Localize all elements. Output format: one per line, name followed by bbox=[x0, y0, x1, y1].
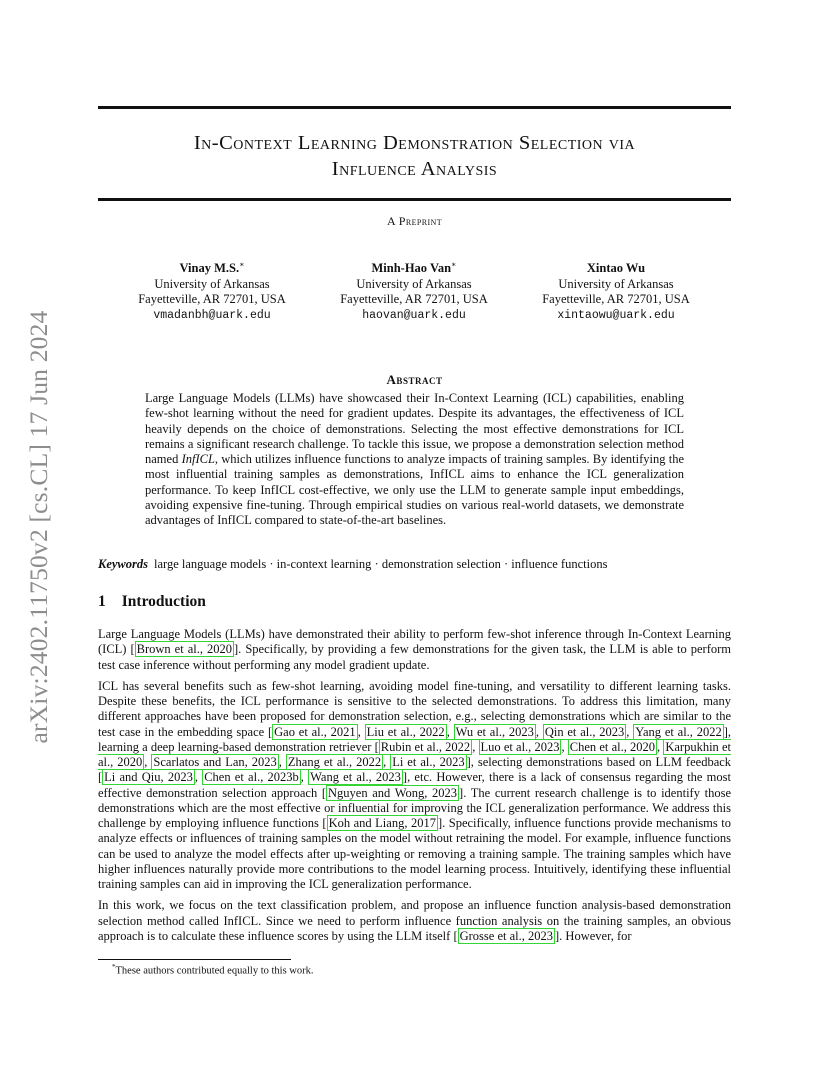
citation-link[interactable]: Brown et al., 2020 bbox=[136, 642, 233, 657]
citation-link[interactable]: Grosse et al., 2023 bbox=[459, 928, 553, 943]
section-body bbox=[98, 627, 731, 950]
footnote-mark: * bbox=[112, 963, 116, 971]
citation-link[interactable]: Liu et al., 2022 bbox=[366, 724, 445, 739]
citation-link[interactable]: Rubin et al., 2022 bbox=[380, 739, 471, 754]
author-address: Fayetteville, AR 72701, USA bbox=[340, 292, 488, 307]
author-block-1 bbox=[112, 257, 312, 323]
citation-link[interactable]: Karpukhin et al., 2020 bbox=[98, 739, 732, 769]
citation-link[interactable]: Chen et al., 2020 bbox=[569, 739, 656, 754]
author-address: Fayetteville, AR 72701, USA bbox=[542, 292, 690, 307]
arxiv-stamp-text: arXiv:2402.11750v2 [cs.CL] 17 Jun 2024 bbox=[24, 310, 53, 744]
footnote-rule bbox=[98, 959, 291, 960]
method-name: InfICL bbox=[181, 452, 215, 467]
citation-link[interactable]: Chen et al., 2023b bbox=[204, 770, 299, 785]
footnote bbox=[112, 963, 314, 977]
citation-link[interactable]: Scarlatos and Lan, 2023 bbox=[153, 755, 277, 769]
citation-link[interactable]: Gao et al., 2021 bbox=[274, 724, 356, 739]
author-name: Xintao Wu bbox=[586, 261, 646, 276]
title-top-rule bbox=[98, 106, 731, 109]
citation-link[interactable]: Li and Qiu, 2023 bbox=[104, 770, 193, 785]
citation-link[interactable]: Wu et al., 2023 bbox=[455, 724, 534, 739]
author-affiliation: University of Arkansas bbox=[356, 276, 472, 291]
author-email[interactable]: haovan@uark.edu bbox=[362, 308, 466, 322]
arxiv-identifier-stamp bbox=[22, 292, 56, 762]
author-affiliation: University of Arkansas bbox=[154, 276, 270, 291]
keywords-line bbox=[98, 557, 731, 572]
keywords-list: large language models · in-context learning · demonstration selection · influence functions bbox=[154, 557, 608, 571]
preprint-label: A Preprint bbox=[386, 214, 442, 228]
abstract-text: Large Language Models (LLMs) have showcased their In-Context Learning (ICL) capabilities, enabling few-shot learning without the need for gradient updates. Despite its advantages, the effectiveness of ICL heavily depends on the choice of demonstrations. Selecting the most effective demonstrations for ICL remains a significant research challenge. To tackle this issue, we propose a demonstration selection method named InfICL, which utilizes influence functions to analyze impacts of training samples. By identifying the most influential training samples as demonstrations, InfICL aims to enhance the ICL generalization performance. To keep InfICL cost-effective, we only use the LLM to generate sample input embeddings, avoiding expensive fine-tuning. Through empirical studies on various real-world datasets, we demonstrate advantages of InfICL compared to state-of-the-art baselines. bbox=[145, 391, 684, 528]
footnote-text: These authors contributed equally to this work. bbox=[115, 965, 314, 977]
author-block-3 bbox=[516, 257, 716, 323]
citation-link[interactable]: Zhang et al., 2022 bbox=[287, 755, 382, 769]
citation-link[interactable]: Koh and Liang, 2017 bbox=[328, 816, 436, 830]
author-email[interactable]: vmadanbh@uark.edu bbox=[153, 308, 271, 322]
paragraph-2: ICL has several benefits such as few-shot learning, avoiding model fine-tuning, and versatility to different learning tasks. Despite these benefits, the ICL performance is sensitive to the selected demonstrations. To address this limitation, many different approaches have been proposed for demonstration selection, e.g., selecting demonstrations which are similar to the test case in the embedding space [ Gao et al., 2021 , Liu et al., 2022 , Wu et al., 2023 , Qin et al., 2023 , Yang et al., 2022 ], learning a deep learning-based demonstration retriever [ Rubin et al., 2022 , Luo et al., 2023 , Chen et al., 2020 , Karpukhin et al., 2020 , Scarlatos and Lan, 2023 , Zhang et al., 2022 , Li et al., 2023 ], selecting demonstrations based on LLM feedback [ Li and Qiu, 2023 , Chen et al., 2023b , Wang et al., 2023 ], etc. However, there is a lack of consensus regarding the most effective demonstration selection approach [ Nguyen and Wong, 2023 ]. The current research challenge is to identify those demonstrations which are the most effective or influential for improving the ICL generalization performance. We address this challenge by employing influence functions [ Koh and Liang, 2017 ]. Specifically, influence functions provide mechanisms to analyze effects or influences of training samples on the model without retraining the model. For example, influence functions can be used to analyze the model effects after up-weighting or removing a training sample. The training samples which have higher influences naturally provide more contributions to the model learning process. Intuitively, identifying these influential training samples can aid in improving the ICL generalization performance. bbox=[98, 678, 732, 891]
paragraph-1: Large Language Models (LLMs) have demonstrated their ability to perform few-shot inference through In-Context Learning (ICL) [ Brown et al., 2020 ]. Specifically, by providing a few demonstrations for the given task, the LLM is able to perform test case inference without performing any model gradient update. bbox=[98, 627, 731, 672]
citation-link[interactable]: Nguyen and Wong, 2023 bbox=[328, 785, 458, 800]
paragraph-3: In this work, we focus on the text classification problem, and propose an influence function analysis-based demonstration selection method called InfICL. Since we need to perform influence function analysis on the training samples, an obvious approach is to calculate these influence scores by using the LLM itself [ Grosse et al., 2023 ]. However, for bbox=[98, 898, 731, 943]
author-name: Minh-Hao Van∗ bbox=[371, 260, 457, 276]
citation-link[interactable]: Luo et al., 2023 bbox=[480, 739, 560, 754]
citation-link[interactable]: Li et al., 2023 bbox=[392, 755, 465, 769]
citation-link[interactable]: Wang et al., 2023 bbox=[310, 770, 401, 785]
section-title: Introduction bbox=[121, 593, 206, 610]
citation-link[interactable]: Yang et al., 2022 bbox=[635, 724, 722, 739]
author-email[interactable]: xintaowu@uark.edu bbox=[557, 308, 675, 322]
title-line-1: In-Context Learning Demonstration Selection via bbox=[193, 132, 636, 154]
section-heading bbox=[98, 593, 206, 611]
author-address: Fayetteville, AR 72701, USA bbox=[138, 292, 286, 307]
author-affiliation: University of Arkansas bbox=[558, 276, 674, 291]
title-line-2: Influence Analysis bbox=[331, 158, 498, 180]
citation-link[interactable]: Qin et al., 2023 bbox=[544, 724, 625, 739]
abstract-heading: Abstract bbox=[386, 372, 443, 387]
author-block-2 bbox=[314, 257, 514, 323]
paper-title bbox=[98, 130, 731, 182]
title-bottom-rule bbox=[98, 198, 731, 201]
keywords-label: Keywords bbox=[98, 557, 148, 571]
section-number: 1 bbox=[98, 593, 106, 610]
author-name: Vinay M.S.∗ bbox=[179, 260, 245, 276]
